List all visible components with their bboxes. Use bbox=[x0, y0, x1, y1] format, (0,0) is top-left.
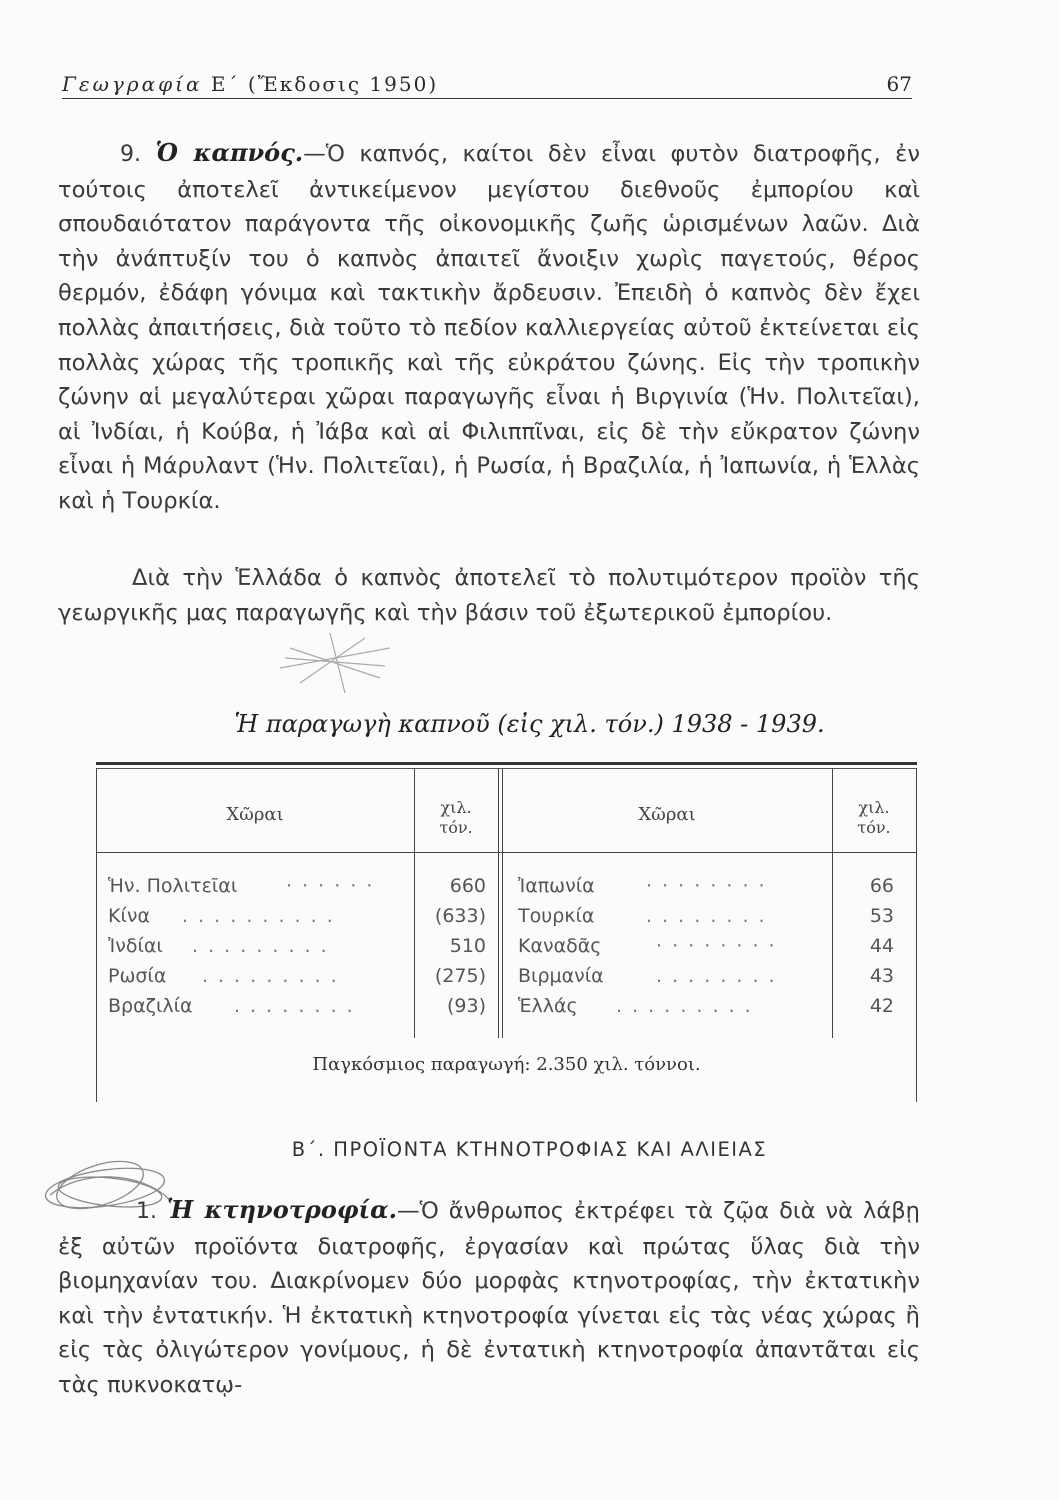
leader-dots: . . . . . . . . . bbox=[616, 995, 753, 1017]
section-heading: Ἡ κτηνοτροφία. bbox=[167, 1195, 397, 1224]
value-cell: 43 bbox=[869, 965, 894, 987]
value-cell: 42 bbox=[869, 995, 894, 1017]
tobacco-paragraph-2: Διὰ τὴν Ἑλλάδα ὁ καπνὸς ἀποτελεῖ τὸ πολυτιμότερον προϊὸν τῆς γεωργικῆς μας παραγωγῆς καὶ τὴν βάσιν τοῦ ἐξωτερικοῦ ἐμπορίου. bbox=[58, 565, 920, 626]
country-cell: Ἡν. Πολιτεῖαι bbox=[108, 875, 238, 897]
value-cell: (633) bbox=[434, 905, 486, 927]
leader-dots: . . . . . . . . . . bbox=[182, 905, 335, 927]
production-table bbox=[96, 762, 917, 1102]
leader-dots: . . . . . . . . bbox=[646, 905, 767, 927]
value-cell: 66 bbox=[869, 875, 894, 897]
table-rule bbox=[96, 762, 917, 765]
leader-dots: . . . . . . . . bbox=[234, 995, 355, 1017]
section-heading: Ὁ καπνός. bbox=[155, 138, 304, 167]
table-row bbox=[96, 905, 917, 935]
section-number: 9. bbox=[120, 142, 141, 167]
country-cell: Καναδᾶς bbox=[518, 935, 602, 957]
column-header-country: Χῶραι bbox=[226, 804, 284, 825]
table-row bbox=[96, 935, 917, 965]
chapter-heading: Β΄. ΠΡΟΪΟΝΤΑ ΚΤΗΝΟΤΡΟΦΙΑΣ ΚΑΙ ΑΛΙΕΙΑΣ bbox=[291, 1138, 768, 1161]
value-cell: (93) bbox=[446, 995, 486, 1017]
leader-dots: . . . . . . . . . bbox=[202, 965, 339, 987]
leader-dots: . . . . . . . . . bbox=[192, 935, 329, 957]
edition-label: Ε΄ (Ἔκδοσις 1950) bbox=[210, 72, 439, 96]
country-cell: Βραζιλία bbox=[108, 995, 193, 1017]
leader-dots: · · · · · · · · bbox=[656, 935, 777, 957]
table-title: Ἡ παραγωγὴ καπνοῦ (εἰς χιλ. τόν.) 1938 - 1939. bbox=[234, 710, 825, 738]
country-cell: Ἑλλάς bbox=[518, 995, 578, 1017]
section-number: 1. bbox=[136, 1199, 157, 1224]
country-cell: Ἰαπωνία bbox=[518, 875, 595, 897]
livestock-paragraph bbox=[58, 1193, 920, 1403]
table-row bbox=[96, 995, 917, 1025]
world-total: Παγκόσμιος παραγωγή: 2.350 χιλ. τόννοι. bbox=[312, 1054, 701, 1075]
country-cell: Ἰνδίαι bbox=[108, 935, 163, 957]
tobacco-paragraph bbox=[58, 136, 920, 519]
value-cell: 44 bbox=[869, 935, 894, 957]
country-cell: Ρωσία bbox=[108, 965, 167, 987]
table-row bbox=[96, 965, 917, 995]
leader-dots: · · · · · · · · bbox=[646, 875, 767, 897]
value-cell: 53 bbox=[869, 905, 894, 927]
section-body: —Ὁ καπνός, καίτοι δὲν εἶναι φυτὸν διατροφῆς, ἐν τούτοις ἀποτελεῖ ἀντικείμενον μεγίστου διεθνοῦς ἐμπορίου καὶ σπουδαιότατον παράγοντα τῆς οἰκονομικῆς ζωῆς ὡρισμένων λαῶν. Διὰ τὴν ἀνάπτυξίν του ὁ καπνὸς ἀπαιτεῖ ἄνοιξιν χωρὶς παγετούς, θέρος θερμόν, ἐδάφη γόνιμα καὶ τακτικὴν ἄρδευσιν. Ἐπειδὴ ὁ καπνὸς δὲν ἔχει πολλὰς ἀπαιτήσεις, διὰ τοῦτο τὸ πεδίον καλλιεργείας αὐτοῦ ἐκτείνεται εἰς πολλὰς χώρας τῆς τροπικῆς καὶ τῆς εὐκράτου ζώνης. Εἰς τὴν τροπικὴν ζώνην αἱ μεγαλύτεραι χῶραι παραγωγῆς εἶναι ἡ Βιργινία (Ἡν. Πολιτεῖαι), αἱ Ἰνδίαι, ἡ Κούβα, ἡ Ἰάβα καὶ αἱ Φιλιππῖναι, εἰς δὲ τὴν εὔκρατον ζώνην εἶναι ἡ Μάρυλαντ (Ἡν. Πολιτεῖαι), ἡ Ρωσία, ἡ Βραζιλία, ἡ Ἰαπωνία, ἡ Ἑλλὰς καὶ ἡ Τουρκία. bbox=[58, 141, 920, 514]
page-number: 67 bbox=[886, 72, 912, 96]
value-cell: (275) bbox=[434, 965, 486, 987]
section-body: —Ὁ ἄνθρωπος ἐκτρέφει τὰ ζῷα διὰ νὰ λάβῃ ἐξ αὐτῶν προϊόντα διατροφῆς, ἐργασίαν καὶ πρώτας ὕλας διὰ τὴν βιομηχανίαν του. Διακρίνομεν δύο μορφὰς κτηνοτροφίας, τὴν ἐκτατικὴν καὶ τὴν ἐντατικήν. Ἡ ἐκτατικὴ κτηνοτροφία γίνεται εἰς τὰς νέας χώρας ἢ εἰς τὰς ὀλιγώτερον γονίμους, ἡ δὲ ἐντατικὴ κτηνοτροφία ἀπαντᾶται εἰς τὰς πυκνοκατῳ- bbox=[58, 1198, 920, 1398]
country-cell: Τουρκία bbox=[518, 905, 595, 927]
value-cell: 660 bbox=[449, 875, 486, 897]
column-header-unit: χιλ. τόν. bbox=[857, 798, 891, 837]
leader-dots: · · · · · · bbox=[286, 875, 375, 897]
pen-mark-star bbox=[270, 628, 400, 698]
column-header-country: Χῶραι bbox=[638, 804, 696, 825]
book-title: Γεωγραφία bbox=[62, 72, 203, 96]
running-header bbox=[62, 70, 912, 99]
table-row bbox=[96, 875, 917, 905]
leader-dots: . . . . . . . . bbox=[656, 965, 777, 987]
table-rule bbox=[96, 768, 917, 769]
value-cell: 510 bbox=[449, 935, 486, 957]
country-cell: Βιρμανία bbox=[518, 965, 604, 987]
column-header-unit: χιλ. τόν. bbox=[439, 798, 473, 837]
header-underline bbox=[96, 852, 917, 853]
country-cell: Κίνα bbox=[108, 905, 151, 927]
